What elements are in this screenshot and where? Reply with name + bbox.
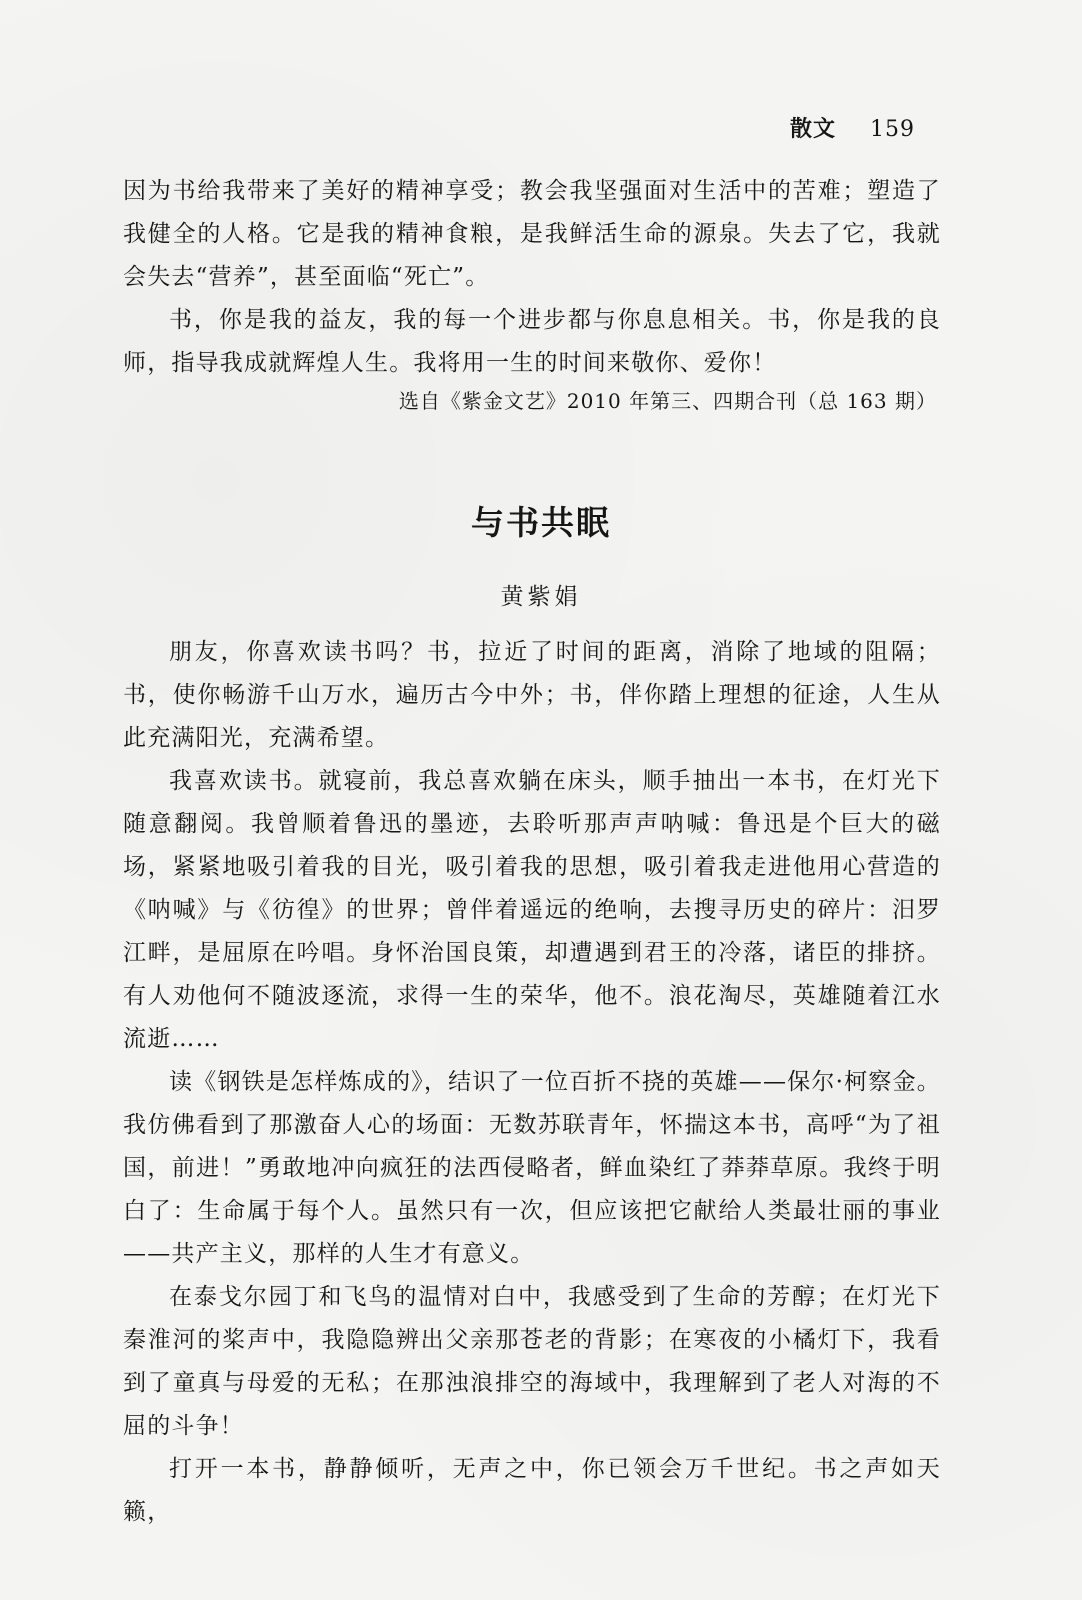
paragraph: 因为书给我带来了美好的精神享受；教会我坚强面对生活中的苦难；塑造了我健全的人格。它是我的精神食粮，是我鲜活生命的源泉。失去了它，我就会失去“营养”，甚至面临“死亡”。: [123, 178, 941, 290]
article-body: [123, 631, 941, 1534]
paragraph: 书，你是我的益友，我的每一个进步都与你息息相关。书，你是我的良师，指导我成就辉煌人生。我将用一生的时间来敬你、爱你！: [123, 307, 941, 376]
paragraph: 读《钢铁是怎样炼成的》，结识了一位百折不挠的英雄——保尔·柯察金。我仿佛看到了那激奋人心的场面：无数苏联青年，怀揣这本书，高呼“为了祖国，前进！”勇敢地冲向疯狂的法西侵略者，鲜血染红了莽莽草原。我终于明白了：生命属于每个人。虽然只有一次，但应该把它献给人类最壮丽的事业——共产主义，那样的人生才有意义。: [123, 1069, 941, 1267]
source-citation: 选自《紫金文艺》2010 年第三、四期合刊（总 163 期）: [398, 389, 937, 413]
paragraph: 我喜欢读书。就寝前，我总喜欢躺在床头，顺手抽出一本书，在灯光下随意翻阅。我曾顺着鲁迅的墨迹，去聆听那声声呐喊：鲁迅是个巨大的磁场，紧紧地吸引着我的目光，吸引着我的思想，吸引着我走进他用心营造的《呐喊》与《彷徨》的世界；曾伴着遥远的绝响，去搜寻历史的碎片：汨罗江畔，是屈原在吟唱。身怀治国良策，却遭遇到君王的冷落，诸臣的排挤。有人劝他何不随波逐流，求得一生的荣华，他不。浪花淘尽，英雄随着江水流逝……: [123, 768, 941, 1052]
section-name: 散文: [790, 116, 837, 142]
article-author: 黄紫娟: [500, 584, 582, 610]
previous-article-ending: [123, 170, 941, 385]
paragraph: 在泰戈尔园丁和飞鸟的温情对白中，我感受到了生命的芳醇；在灯光下秦淮河的桨声中，我隐隐辨出父亲那苍老的背影；在寒夜的小橘灯下，我看到了童真与母爱的无私；在那浊浪排空的海域中，我理解到了老人对海的不屈的斗争！: [123, 1284, 941, 1439]
page-number: 159: [870, 117, 916, 142]
paragraph: 朋友，你喜欢读书吗？书，拉近了时间的距离，消除了地域的阻隔；书，使你畅游千山万水，遍历古今中外；书，伴你踏上理想的征途，人生从此充满阳光，充满希望。: [123, 639, 941, 751]
article-title: 与书共眠: [471, 503, 611, 542]
paragraph: 打开一本书，静静倾听，无声之中，你已领会万千世纪。书之声如天籁，: [123, 1456, 941, 1525]
running-header: [790, 112, 915, 143]
